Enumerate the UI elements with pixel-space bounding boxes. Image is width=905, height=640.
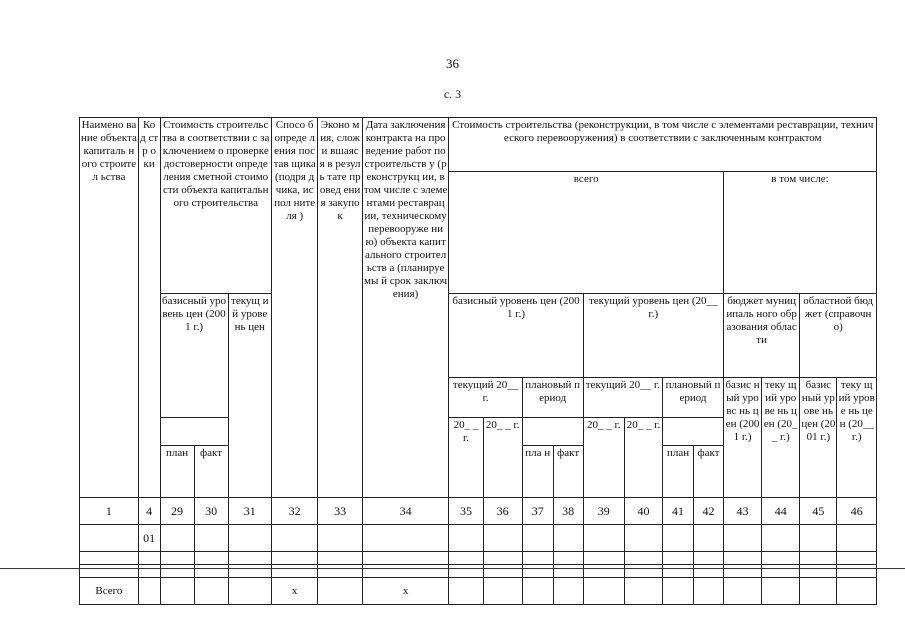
col-num: 45: [800, 498, 837, 525]
col-num: 40: [624, 498, 662, 525]
header-object-name: Наимено вание объекта капиталь ного строител ьства: [80, 118, 139, 498]
header-year-38: 20_ _ г.: [483, 418, 522, 498]
col-num: 42: [694, 498, 724, 525]
header-regional-budget: областной бюджет (справочно): [800, 294, 877, 378]
col-num: 35: [449, 498, 483, 525]
header-fact-40: факт: [694, 446, 724, 498]
header-planned-period-1: плановый период: [522, 378, 583, 418]
empty-row: [80, 552, 877, 565]
header-contract-date: Дата заключения контракта на проведение работ по строительств у (реконструкц ии, в том числе с элементами реставрации, техническому перевооруже нию) объекта капитального строительств а (планируемы й срок заключения): [362, 118, 449, 498]
header-current-20: текущий уровень цен (20__ г.): [583, 294, 723, 378]
header-cost-expertise: Стоимость строительства в соответствии с заключением о проверке достоверности определения сметной стоимости объекта капитального строительства: [160, 118, 271, 294]
empty-row: [80, 565, 877, 578]
header-year-37: 20_ _ г.: [449, 418, 483, 498]
data-row: [80, 525, 877, 552]
header-contract-cost: Стоимость строительства (реконструкции, в том числе с элементами реставрации, технического перевооружения) в соответствии с заключенным контрактом: [449, 118, 877, 172]
col-num: 43: [723, 498, 761, 525]
col-num: 4: [138, 498, 160, 525]
col-num: 44: [762, 498, 800, 525]
header-total: всего: [449, 172, 723, 294]
col-num: 29: [160, 498, 194, 525]
header-year-42: 20_ _ г.: [624, 418, 662, 498]
header-current-year-2: текущий 20__ г.: [583, 378, 662, 418]
scan-line: [0, 568, 905, 569]
col-num: 39: [583, 498, 624, 525]
header-regional-current: теку щий урове нь цен (20__ г.): [837, 378, 877, 498]
header-year-41: 20_ _ г.: [583, 418, 624, 498]
header-basic-level: базисный уровень цен (2001 г.): [160, 294, 228, 418]
header-regional-basic: базис ный урове нь цен (2001 г.): [800, 378, 837, 498]
header-planned-period-2: плановый период: [663, 378, 724, 418]
report-table: [79, 117, 877, 605]
col-num: 33: [318, 498, 362, 525]
col-num: 31: [228, 498, 271, 525]
col-num: 38: [553, 498, 583, 525]
total-x-date: x: [362, 578, 449, 605]
column-number-row: [80, 498, 877, 525]
header-economy: Эконо мия, сложи вшаяс я в резуль тате провед ения закупо к: [318, 118, 362, 498]
row-code: 01: [138, 525, 160, 552]
col-num: 30: [194, 498, 228, 525]
total-label: Всего: [80, 578, 139, 605]
header-row-code: Ко д стр оки: [138, 118, 160, 498]
col-num: 34: [362, 498, 449, 525]
header-including: в том числе:: [723, 172, 876, 294]
header-municipal-current: теку щий урове нь цен (20__ г.): [762, 378, 800, 498]
header-plan: план: [160, 446, 194, 498]
col-num: 1: [80, 498, 139, 525]
col-num: 41: [663, 498, 694, 525]
header-plan-35: пла н: [522, 446, 553, 498]
header-municipal-basic: базис ный уровс нь цен (2001 г.): [723, 378, 761, 498]
page-number: 36: [446, 56, 459, 71]
col-num: 36: [483, 498, 522, 525]
header-basic-2001: базисный уровень цен (2001 г.): [449, 294, 583, 378]
col-num: 32: [271, 498, 317, 525]
header-current-level: текущ ий урове нь цен: [228, 294, 271, 498]
total-x-method: x: [271, 578, 317, 605]
header-municipal-budget: бюджет муниципаль ного образования области: [723, 294, 799, 378]
header-supplier-method: Спосо б опреде ления постав щика (подря дчика, испол нителя ): [271, 118, 317, 498]
header-fact: факт: [194, 446, 228, 498]
col-num: 46: [837, 498, 877, 525]
total-row: [80, 578, 877, 605]
page-subnumber: с. 3: [443, 87, 462, 101]
col-num: 37: [522, 498, 553, 525]
header-plan-39: план: [663, 446, 694, 498]
header-fact-36: факт: [553, 446, 583, 498]
header-current-year-1: текущий 20__ г.: [449, 378, 522, 418]
